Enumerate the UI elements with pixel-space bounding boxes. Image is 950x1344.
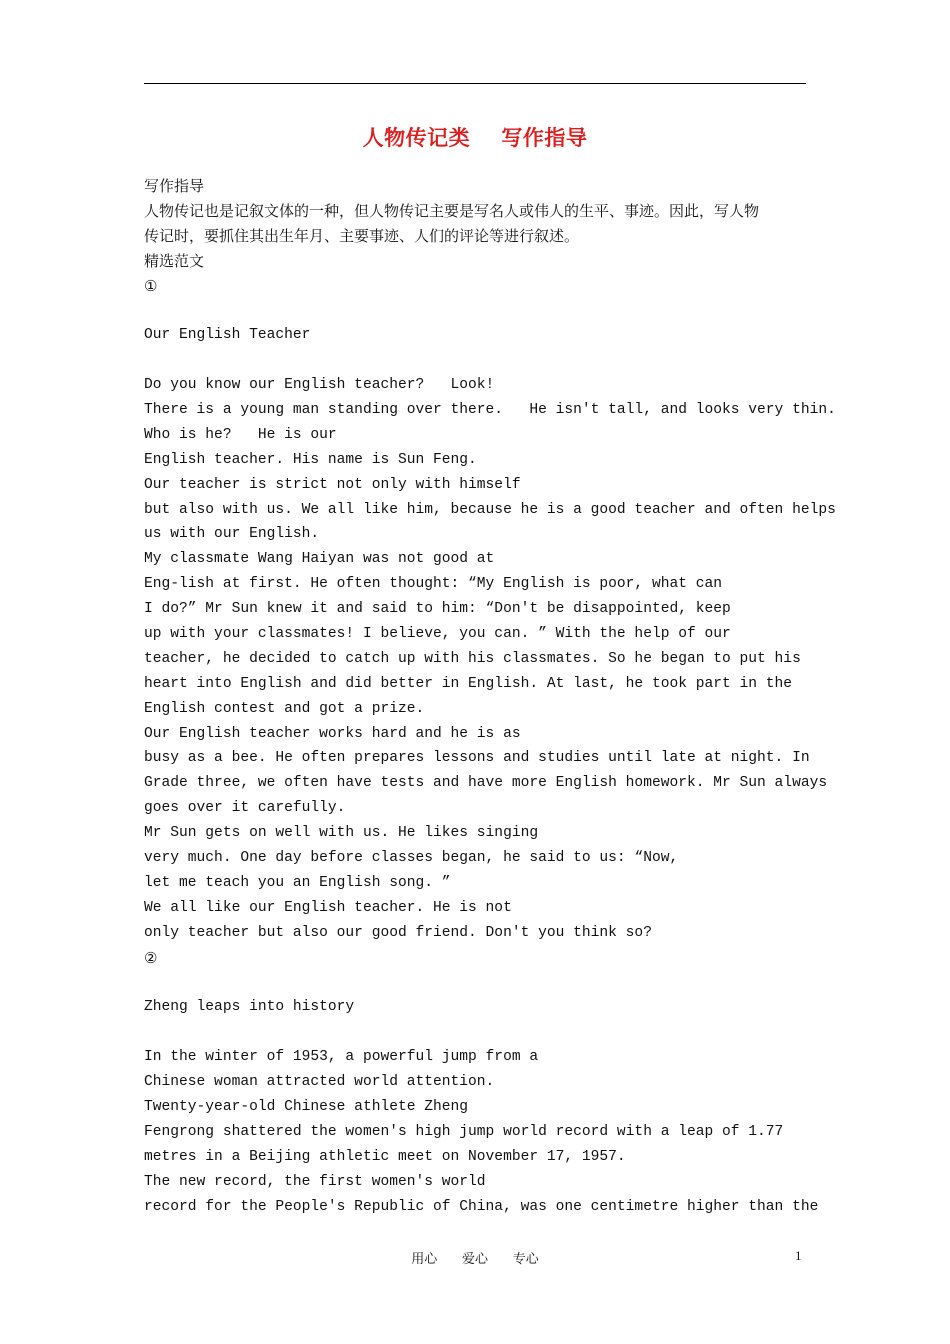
- text-line: goes over it carefully.: [144, 800, 346, 817]
- text-line: ②: [144, 948, 158, 967]
- text-line: We all like our English teacher. He is not: [144, 899, 512, 916]
- text-line: record for the People's Republic of China, was one centimetre higher than the: [144, 1198, 819, 1215]
- text-line: Our English Teacher: [144, 327, 311, 344]
- text-line: Our English teacher works hard and he is as: [144, 725, 521, 742]
- text-line: English teacher. His name is Sun Feng.: [144, 451, 477, 468]
- text-line: up with your classmates! I believe, you can. ” With the help of our: [144, 626, 731, 643]
- text-line: Grade three, we often have tests and have more English homework. Mr Sun always: [144, 775, 828, 792]
- text-line: 写作指导: [144, 177, 205, 195]
- text-line: only teacher but also our good friend. Don't you think so?: [144, 924, 652, 941]
- text-line: Zheng leaps into history: [144, 999, 355, 1016]
- text-line: Mr Sun gets on well with us. He likes singing: [144, 825, 539, 842]
- text-line: In the winter of 1953, a powerful jump from a: [144, 1049, 539, 1066]
- text-line: Eng-lish at first. He often thought: “My English is poor, what can: [144, 576, 723, 593]
- text-line: us with our English.: [144, 526, 320, 543]
- text-line: Fengrong shattered the women's high jump world record with a leap of 1.77: [144, 1123, 784, 1140]
- text-line: [144, 1020, 814, 1045]
- text-line: My classmate Wang Haiyan was not good at: [144, 551, 495, 568]
- text-line: heart into English and did better in English. At last, he took part in the: [144, 675, 793, 692]
- text-line: 人物传记也是记叙文体的一种，但人物传记主要是写名人或伟人的生平、事迹。因此，写人物: [144, 201, 760, 220]
- text-line: The new record, the first women's world: [144, 1173, 486, 1190]
- text-line: Do you know our English teacher? Look!: [144, 377, 495, 394]
- text-line: let me teach you an English song. ”: [144, 874, 451, 891]
- text-line: very much. One day before classes began, he said to us: “Now,: [144, 850, 679, 867]
- text-line: Chinese woman attracted world attention.: [144, 1074, 495, 1091]
- text-line: metres in a Beijing athletic meet on November 17, 1957.: [144, 1148, 626, 1165]
- page-title: 人物传记类 写作指导: [362, 125, 588, 150]
- header-rule: [144, 83, 806, 84]
- text-line: Twenty-year-old Chinese athlete Zheng: [144, 1098, 469, 1115]
- text-line: [144, 971, 814, 996]
- text-line: 精选范文: [144, 251, 205, 270]
- text-line: Our teacher is strict not only with himself: [144, 476, 521, 493]
- text-line: busy as a bee. He often prepares lessons and studies until late at night. In: [144, 750, 810, 767]
- text-line: There is a young man standing over there. He isn't tall, and looks very thin.: [144, 402, 836, 419]
- text-line: teacher, he decided to catch up with his classmates. So he began to put his: [144, 650, 801, 667]
- footer-text: 用心 爱心 专心: [411, 1252, 539, 1267]
- text-line: but also with us. We all like him, because he is a good teacher and often helps: [144, 501, 836, 518]
- text-line: [144, 298, 814, 323]
- text-line: 传记时，要抓住其出生年月、主要事迹、人们的评论等进行叙述。: [144, 226, 580, 245]
- page-number: 1: [795, 1248, 802, 1263]
- text-line: English contest and got a prize.: [144, 700, 425, 717]
- text-line: ①: [144, 276, 158, 295]
- text-line: [144, 348, 814, 373]
- text-line: Who is he? He is our: [144, 426, 337, 443]
- body-text: [144, 174, 836, 1219]
- text-line: I do?” Mr Sun knew it and said to him: “Don't be disappointed, keep: [144, 601, 731, 618]
